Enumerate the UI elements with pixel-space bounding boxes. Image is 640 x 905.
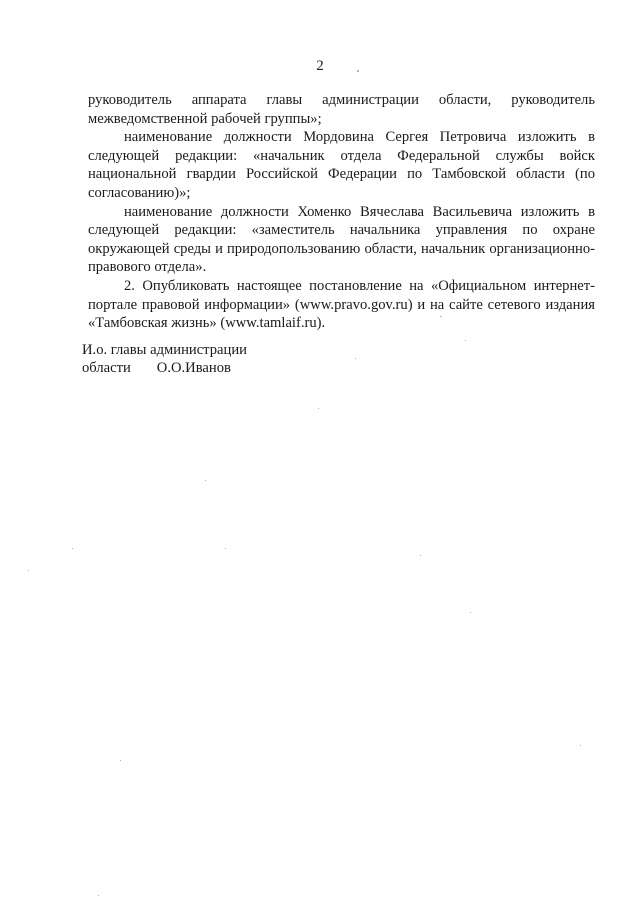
signature-title-region: области — [82, 360, 131, 376]
scan-speck — [225, 548, 226, 549]
scan-speck — [205, 480, 206, 481]
scan-speck — [357, 70, 359, 72]
scan-speck — [120, 760, 121, 761]
scan-speck — [465, 340, 466, 341]
signature-title-line2 — [82, 359, 247, 377]
paragraph-continuation: руководитель аппарата главы администрации области, руководитель межведомственной рабочей группы»; — [88, 92, 595, 127]
paragraph-publication: 2. Опубликовать настоящее постановление на «Официальном интернет-портале правовой информации» (www.pravo.gov.ru) и на сайте сетевого издания «Тамбовская жизнь» (www.tamlaif.ru). — [88, 277, 595, 332]
scan-speck — [440, 316, 442, 317]
scan-speck — [580, 745, 581, 746]
signature-block — [82, 341, 247, 377]
scan-speck — [420, 555, 421, 556]
page-number: 2 — [316, 58, 324, 74]
scan-speck — [28, 570, 29, 571]
paragraph-khomenko: наименование должности Хоменко Вячеслава Васильевича изложить в следующей редакции: «заместитель начальника управления по охране окружающей среды и природопользованию области, начальник организационно-правового отдела». — [88, 203, 595, 276]
scan-speck — [72, 548, 73, 549]
scan-speck — [470, 612, 471, 613]
scan-speck — [355, 358, 356, 359]
document-body — [88, 91, 595, 333]
signature-title-line1: И.о. главы администрации — [82, 342, 247, 358]
signature-name: О.О.Иванов — [156, 360, 231, 376]
paragraph-mordovin: наименование должности Мордовина Сергея Петровича изложить в следующей редакции: «начальник отдела Федеральной службы войск национальной гвардии Российской Федерации по Тамбовской области (по согласованию)»; — [88, 129, 595, 201]
scan-speck — [318, 408, 319, 409]
scan-speck — [98, 895, 99, 896]
